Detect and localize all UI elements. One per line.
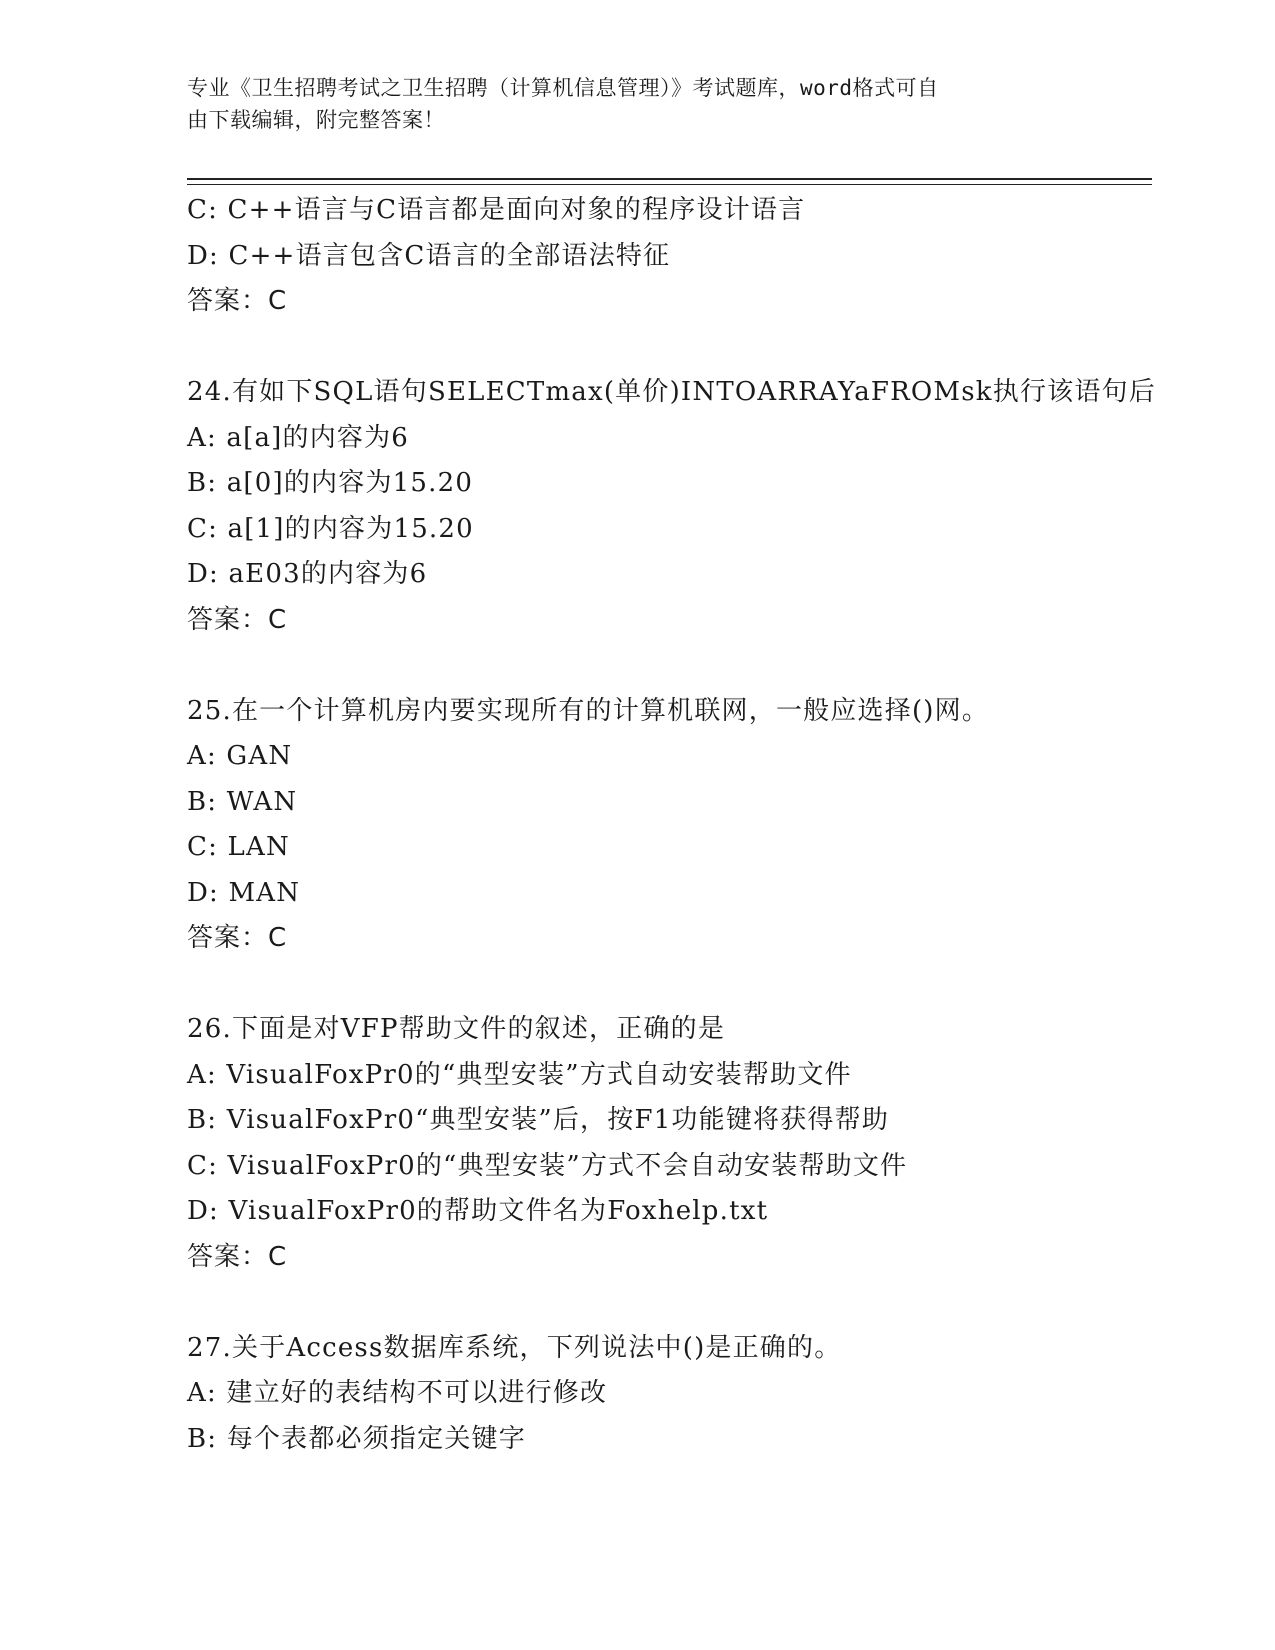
spacer <box>187 325 1147 371</box>
question-content <box>187 188 1156 1462</box>
spacer <box>187 1280 1147 1326</box>
option-a: A: GAN <box>187 741 293 771</box>
header-rule-thin <box>187 184 1152 185</box>
option-c: C: C++语言与C语言都是面向对象的程序设计语言 <box>187 195 806 225</box>
question-stem: 26.下面是对VFP帮助文件的叙述，正确的是 <box>187 1014 726 1044</box>
answer-line: 答案：C <box>187 604 288 635</box>
answer-line: 答案：C <box>187 286 288 316</box>
spacer <box>187 962 1147 1008</box>
option-c: C: LAN <box>187 832 290 862</box>
question-24 <box>187 370 1156 643</box>
option-d: D: aE03的内容为6 <box>187 559 428 589</box>
question-stem: 27.关于Access数据库系统，下列说法中()是正确的。 <box>187 1332 842 1363</box>
option-c: C: VisualFoxPr0的“典型安装”方式不会自动安装帮助文件 <box>187 1150 908 1181</box>
question-stem: 24.有如下SQL语句SELECTmax(单价)INTOARRAYaFROMsk执行该语句后 <box>187 377 1156 407</box>
option-d: D: VisualFoxPr0的帮助文件名为Foxhelp.txt <box>187 1196 769 1226</box>
answer-line: 答案：C <box>187 1241 288 1272</box>
option-a: A: VisualFoxPr0的“典型安装”方式自动安装帮助文件 <box>187 1059 852 1090</box>
option-b: B: 每个表都必须指定关键字 <box>187 1423 526 1454</box>
answer-line: 答案：C <box>187 923 288 953</box>
option-b: B: a[0]的内容为15.20 <box>187 468 474 498</box>
header-rule-thick <box>187 178 1152 180</box>
spacer <box>187 643 1147 689</box>
question-26 <box>187 1007 1147 1280</box>
option-b: B: VisualFoxPr0“典型安装”后，按F1功能键将获得帮助 <box>187 1105 890 1135</box>
option-a: A: a[a]的内容为6 <box>187 422 410 453</box>
option-a: A: 建立好的表结构不可以进行修改 <box>187 1378 608 1408</box>
question-25 <box>187 689 1147 962</box>
option-d: D: C++语言包含C语言的全部语法特征 <box>187 240 671 271</box>
option-b: B: WAN <box>187 786 298 817</box>
option-d: D: MAN <box>187 877 301 908</box>
page-header <box>187 72 1067 136</box>
question-stem: 25.在一个计算机房内要实现所有的计算机联网，一般应选择()网。 <box>187 695 990 726</box>
question-27 <box>187 1326 1147 1463</box>
option-c: C: a[1]的内容为15.20 <box>187 513 474 544</box>
header-line-1: 专业《卫生招聘考试之卫生招聘（计算机信息管理）》考试题库，word格式可自 <box>187 76 939 100</box>
question-23-continued <box>187 188 1147 325</box>
header-line-2: 由下载编辑，附完整答案！ <box>187 108 445 132</box>
